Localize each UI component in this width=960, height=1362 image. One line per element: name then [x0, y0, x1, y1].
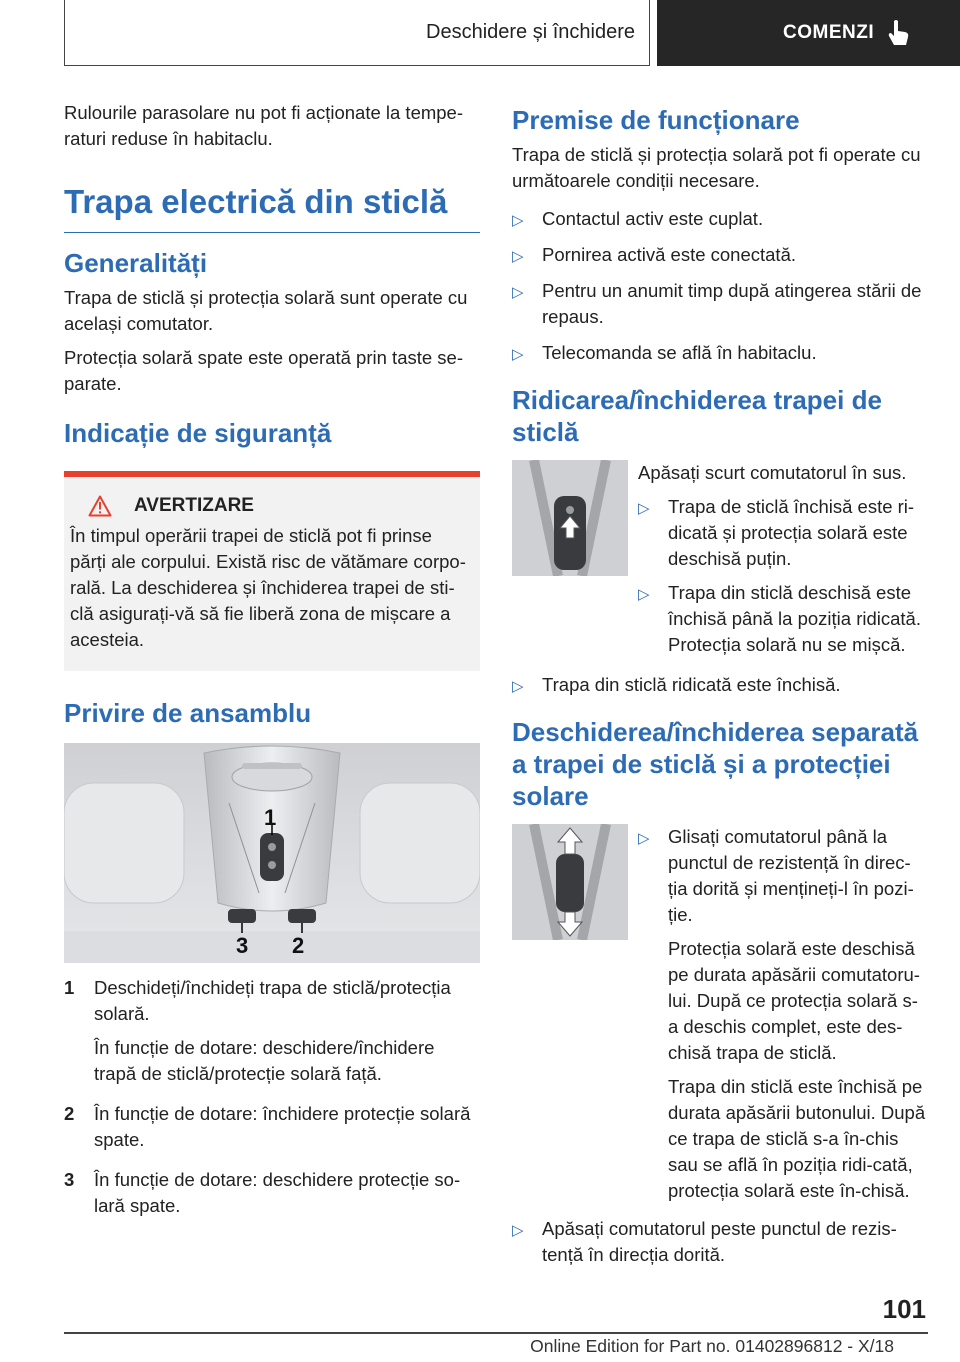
list-item: ▷ Pentru un anumit timp după atingerea stării de repaus.	[512, 280, 922, 327]
heading-overview: Privire de ansamblu	[64, 698, 312, 728]
warning-title	[70, 495, 472, 517]
header-chapter-tab	[657, 0, 960, 66]
list-item: ▷ Pornirea activă este conectată.	[512, 242, 926, 268]
triangle-right-icon: ▷	[638, 830, 650, 847]
legend-list	[64, 975, 480, 1227]
list-item: ▷ Contactul activ este cuplat.	[512, 206, 926, 232]
legend-text: În funcție de dotare: deschidere/închidere trapă de sticlă/protecție solară față.	[94, 1037, 435, 1084]
triangle-right-icon: ▷	[512, 678, 524, 695]
warning-text: În timpul operării trapei de sticlă pot fi prinse părți ale corpului. Există risc de vătămare corpo-rală. La deschiderea și închiderea trapei de sti-clă asigurați-vă să fie liberă zona de mișcare a acesteia.	[70, 525, 466, 650]
legend-number: 1	[64, 977, 75, 998]
heading-general: Generalități	[64, 248, 208, 278]
overview-figure	[64, 743, 480, 963]
triangle-right-icon: ▷	[512, 1222, 524, 1239]
switch-up-figure	[512, 460, 628, 576]
switch-up-illustration	[512, 460, 628, 576]
list-item: ▷ Trapa din sticlă ridicată este închisă.	[512, 672, 926, 698]
figure-label-1: 1	[264, 805, 277, 830]
footer-divider	[64, 1332, 928, 1334]
list-item: ▷ Trapa din sticlă deschisă este închisă până la poziția ridicată. Protecția solară nu se mișcă.	[638, 582, 921, 655]
header-section-title: Deschidere și închidere	[426, 21, 635, 43]
figure-label-3: 3	[236, 933, 249, 958]
list-item: ▷ Apăsați comutatorul peste punctul de rezis-tență în direcția dorită.	[512, 1218, 897, 1265]
triangle-right-icon: ▷	[512, 212, 524, 229]
triangle-right-icon: ▷	[512, 346, 524, 363]
separate-step-text: Trapa din sticlă este închisă pe durata apăsării butonului. După ce trapa de sticlă s-a în-chis sau se află în poziția ridi-cată, protecția solară este în-chisă.	[668, 1076, 926, 1201]
page-number: 101	[882, 1294, 926, 1324]
switch-slide-figure	[512, 824, 628, 940]
triangle-right-icon: ▷	[512, 248, 524, 265]
roof-console-illustration	[64, 743, 480, 963]
raise-media-row	[512, 460, 926, 666]
separate-step-text: Protecția solară este deschisă pe durata apăsării comutatoru-lui. După ce protecția solară s-a deschis complet, este des-chisă trapa de sticlă.	[668, 938, 920, 1063]
footer-edition: Online Edition for Part no. 01402896812 - X/18	[530, 1336, 894, 1356]
legend-text: În funcție de dotare: deschidere protecție so-lară spate.	[94, 1169, 461, 1216]
heading-prerequisites: Premise de funcționare	[512, 105, 800, 135]
warning-label: AVERTIZARE	[134, 495, 254, 516]
left-column	[64, 100, 480, 1233]
list-item: ▷ Telecomanda se află în habitaclu.	[512, 340, 926, 366]
prereq-list	[512, 206, 926, 366]
triangle-right-icon: ▷	[512, 284, 524, 301]
heading-separate: Deschiderea/închiderea separată a trapei de sticlă și a protecției solare	[512, 717, 919, 811]
general-paragraph-1: Trapa de sticlă și protecția solară sunt operate cu același comutator.	[64, 287, 468, 334]
raise-list-final	[512, 672, 926, 698]
legend-number: 3	[64, 1169, 75, 1190]
intro-paragraph: Rulourile parasolare nu pot fi acționate la tempe-raturi reduse în habitaclu.	[64, 102, 464, 149]
raise-list	[638, 494, 926, 658]
list-item	[638, 824, 926, 1204]
separate-media-row	[512, 824, 926, 1212]
warning-box	[64, 471, 480, 671]
warning-triangle-icon	[88, 495, 112, 517]
legend-text: În funcție de dotare: închidere protecție solară spate.	[94, 1103, 471, 1150]
heading-raise-close: Ridicarea/închiderea trapei de sticlă	[512, 385, 882, 447]
separate-list	[638, 824, 926, 1204]
general-paragraph-2: Protecția solară spate este operată prin taste se-parate.	[64, 347, 463, 394]
list-item: ▷ Trapa de sticlă închisă este ri-dicată și protecția solară este deschisă puțin.	[638, 496, 915, 569]
heading-safety: Indicație de siguranță	[64, 418, 332, 448]
separate-list-final	[512, 1216, 926, 1268]
triangle-right-icon: ▷	[638, 500, 650, 517]
prereq-intro: Trapa de sticlă și protecția solară pot fi operate cu următoarele condiții necesare.	[512, 144, 921, 191]
triangle-right-icon: ▷	[638, 586, 650, 603]
legend-item	[64, 975, 480, 1095]
separate-step-text: Glisați comutatorul până la punctul de rezistență în direc-ția dorită și mențineți-l în pozi-ție.	[668, 826, 914, 925]
legend-item	[64, 1101, 480, 1161]
legend-text: Deschideți/închideți trapa de sticlă/protecția solară.	[94, 977, 451, 1024]
header-section-tab	[64, 0, 650, 66]
right-column	[512, 100, 926, 1278]
legend-item	[64, 1167, 480, 1227]
figure-label-2: 2	[292, 933, 305, 958]
raise-intro: Apăsați scurt comutatorul în sus.	[638, 462, 907, 483]
switch-slide-illustration	[512, 824, 628, 940]
hand-pointer-icon	[886, 19, 910, 47]
header-chapter-title: COMENZI	[783, 22, 875, 43]
legend-number: 2	[64, 1103, 75, 1124]
page-title: Trapa electrică din sticlă	[64, 160, 480, 233]
